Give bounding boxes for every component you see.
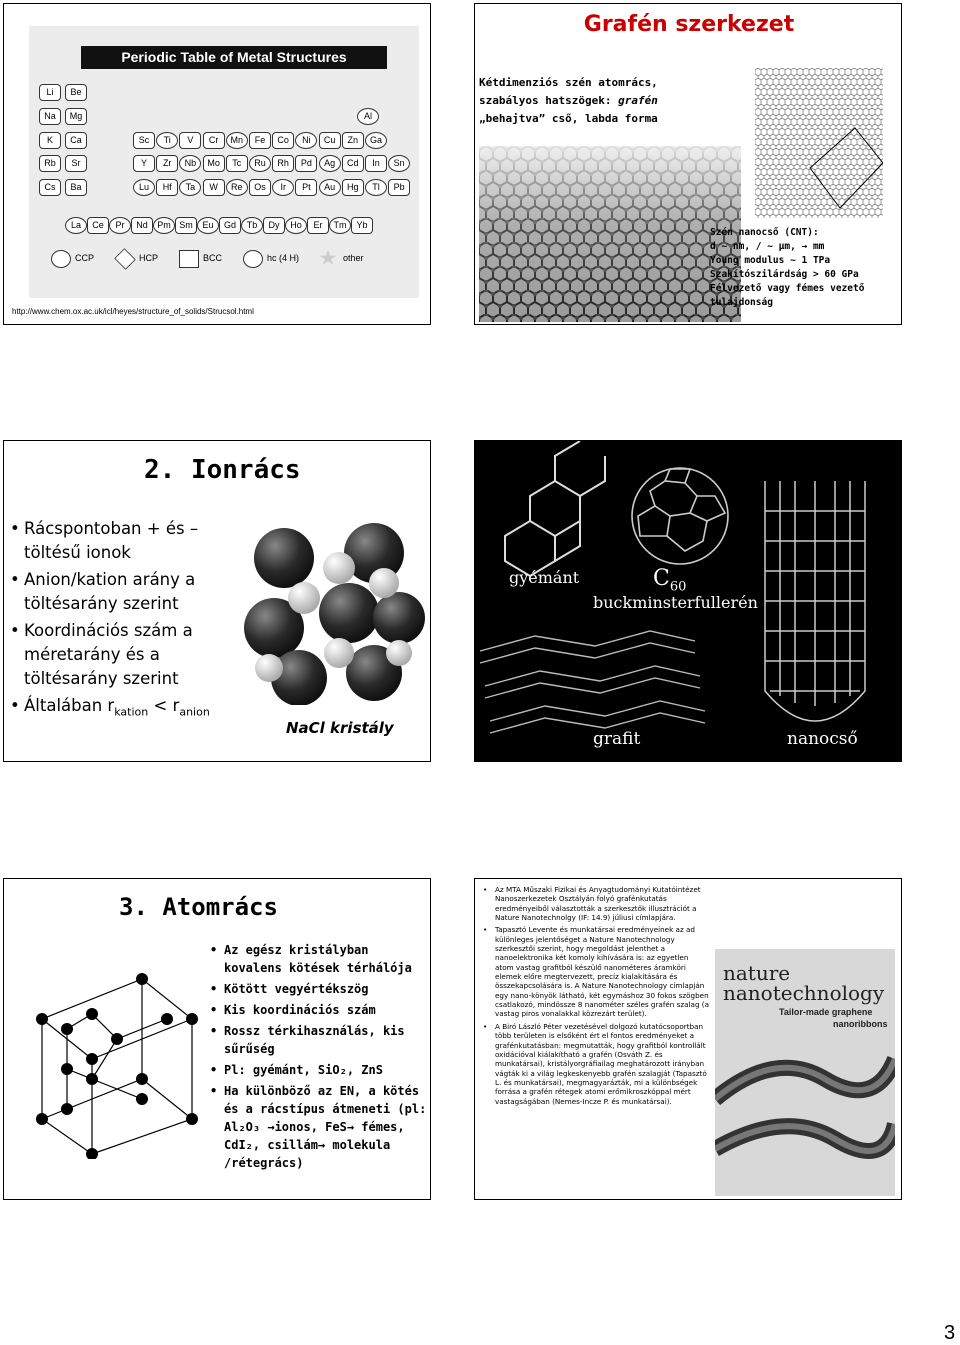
element-box: Au <box>319 179 341 196</box>
element-box: Ca <box>65 132 87 149</box>
journal-cover-image <box>715 949 895 1196</box>
cover-tagline: Tailor-made graphene <box>779 1007 873 1017</box>
element-box: Ag <box>319 155 341 172</box>
nacl-caption: NaCl kristály <box>286 719 394 737</box>
element-box: V <box>179 132 201 149</box>
legend-label: hc (4 H) <box>267 253 300 263</box>
label-nanotube: nanocső <box>787 729 858 749</box>
element-box: Al <box>357 108 379 125</box>
element-box: Eu <box>197 217 219 234</box>
bullet-item: • Rácspontoban + és – töltésű ionok <box>8 517 238 565</box>
nacl-crystal-image <box>244 523 426 705</box>
nanotube-properties <box>710 226 900 310</box>
legend-symbol <box>243 250 263 268</box>
bullet-item: • Koordinációs szám a méretarány és a töltésarány szerint <box>8 619 238 691</box>
element-box: Mn <box>226 132 248 149</box>
element-box: Ta <box>179 179 201 196</box>
periodic-table-title: Periodic Table of Metal Structures <box>81 46 387 69</box>
element-box: Er <box>307 217 329 234</box>
element-box: Li <box>39 84 61 101</box>
legend-symbol <box>114 248 135 269</box>
element-box: W <box>203 179 225 196</box>
element-box: Cs <box>39 179 61 196</box>
element-box: Na <box>39 108 61 125</box>
element-box: Tb <box>241 217 263 234</box>
element-box: Tm <box>329 217 351 234</box>
bullet-item: • Az egész kristályban kovalens kötések térhálója <box>208 941 430 977</box>
element-box: Ba <box>65 179 87 196</box>
diamond-lattice-image <box>22 959 202 1159</box>
label-fullerene: buckminsterfullerén <box>593 593 758 612</box>
diamond-structure <box>505 441 605 576</box>
periodic-table-panel <box>29 26 419 298</box>
legend-symbol <box>319 250 337 266</box>
source-url[interactable]: http://www.chem.ox.ac.uk/icl/heyes/structure_of_solids/Strucsol.html <box>12 307 254 316</box>
prop-line: Félvezető vagy fémes vezető <box>710 283 865 294</box>
legend-symbol <box>179 250 199 268</box>
element-box: Sr <box>65 155 87 172</box>
element-box: Re <box>226 179 248 196</box>
graphene-sheet-image <box>479 146 741 322</box>
element-box: Nb <box>179 155 201 172</box>
element-box: Rh <box>272 155 294 172</box>
graphene-description <box>479 74 739 128</box>
prop-line: Szén nanocső (CNT): <box>710 227 819 238</box>
slide-title: 3. Atomrács <box>119 893 278 921</box>
label-diamond: gyémánt <box>509 568 580 587</box>
element-box: Gd <box>219 217 241 234</box>
label-c60: $C_{60}$ <box>653 566 687 595</box>
element-box: Ni <box>295 132 317 149</box>
element-box: K <box>39 132 61 149</box>
legend-symbol <box>51 250 71 268</box>
element-box: Hg <box>342 179 364 196</box>
element-box: Ru <box>249 155 271 172</box>
nanotube-drawing <box>755 68 883 218</box>
element-box: Zn <box>342 132 364 149</box>
element-box: Rb <box>39 155 61 172</box>
prop-line: Young modulus ~ 1 TPa <box>710 255 831 266</box>
element-box: La <box>65 217 87 234</box>
element-box: Ho <box>285 217 307 234</box>
element-box: Sm <box>175 217 197 234</box>
legend-label: other <box>343 253 364 263</box>
page-number: 3 <box>944 1322 956 1344</box>
element-box: Pb <box>388 179 410 196</box>
nanotube-structure <box>765 481 865 721</box>
prop-line: tulajdonság <box>710 297 773 308</box>
element-box: Fe <box>249 132 271 149</box>
slide-title: Grafén szerkezet <box>583 12 795 37</box>
slide-nature-nanotech <box>474 878 902 1200</box>
element-box: In <box>365 155 387 172</box>
element-box: Ir <box>272 179 294 196</box>
element-box: Sc <box>133 132 155 149</box>
slide-atomic-lattice <box>3 878 431 1200</box>
element-box: Pm <box>153 217 175 234</box>
bullet-item: • Kötött vegyértékszög <box>208 980 430 998</box>
element-box: Y <box>133 155 155 172</box>
element-box: Dy <box>263 217 285 234</box>
bullet-item: • Kis koordinációs szám <box>208 1001 430 1019</box>
ionic-bullets <box>8 517 238 727</box>
legend-label: CCP <box>75 253 95 263</box>
element-box: Nd <box>131 217 153 234</box>
element-box: Mo <box>203 155 225 172</box>
legend-label: HCP <box>139 253 159 263</box>
cover-brand: nature <box>723 961 791 985</box>
element-box: Be <box>65 84 87 101</box>
element-box: Lu <box>133 179 155 196</box>
element-box: Mg <box>65 108 87 125</box>
cover-tagline: nanoribbons <box>833 1019 888 1029</box>
slide-periodic-table <box>3 3 431 325</box>
desc-line: „behajtva” cső, labda forma <box>479 112 658 125</box>
element-box: Sn <box>388 155 410 172</box>
slide-graphene-structure <box>474 3 902 325</box>
element-box: Hf <box>156 179 178 196</box>
element-box: Tl <box>365 179 387 196</box>
atomic-bullets <box>208 941 430 1175</box>
element-box: Ti <box>156 132 178 149</box>
element-box: Co <box>272 132 294 149</box>
element-box: Cu <box>319 132 341 149</box>
news-paragraph: • Az MTA Műszaki Fizikai és Anyagtudományi Kutatóintézet Nanoszerkezetek Osztályán folyó grafénkutatás eredményeiből választották a szerkesztők illusztrációt a Nature Nanotechnolgy (IF: 14.9) júliusi címlapjára. <box>481 885 709 922</box>
element-box: Cr <box>203 132 225 149</box>
news-paragraph: • Tapasztó Levente és munkatársai eredményeinek az ad különleges jelentőséget a Nature Nanotechnology szerkesztői szerint, hogy megoldást jelenthet a nanoelektronika két komoly kihívására is: az egyetlen atom vastag grafitból készülő nanométeres áramköri elemek előre megtervezett, precíz kialakítására és összekapcsolására is. A Nature Nanotechnology címlapján egy nano-könyök látható, két egymáshoz 30 fokos szögben csatlakozó, mindössze 8 nanométer széles grafén szalag (a vastag piros vonalakkal közrezárt terület). <box>481 925 709 1018</box>
news-paragraph: • A Biró László Péter vezetésével dolgozó kutatócsoportban több területen is elsőként ért el fontos eredményeket a grafénkutatásban: megmutatták, hogy grafitból kontrollált oxidációval kiálakítható a grafén (Osváth Z. és munkatársai), kristályorgráfiailag meghatározott irányban vágták ki a világ legkeskenyebb grafén szalagját (Tapasztó L. és munkatársai), megmagyarázták, mi a különbségek forrása a grafén rétegek atomi erőmikroszkóppal mért vastagságában (Nemes-Incze P. és munkatársai). <box>481 1022 709 1106</box>
graphite-layers <box>480 631 705 733</box>
element-box: Pt <box>295 179 317 196</box>
bullet-item: • Rossz térkihasználás, kis sűrűség <box>208 1022 430 1058</box>
element-box: Cd <box>342 155 364 172</box>
element-box: Yb <box>351 217 373 234</box>
slide-title: 2. Ionrács <box>144 455 301 485</box>
bullet-item: • Általában $r_{kation} < r_{anion}$ <box>8 694 238 724</box>
legend-label: BCC <box>203 253 223 263</box>
bullet-item: • Ha különböző az EN, a kötés és a rácstípus átmeneti (pl: Al₂O₃ →ionos, FeS→ fémes, CdI₂, csillám→ molekula /rétegrács) <box>208 1082 430 1172</box>
element-box: Ga <box>365 132 387 149</box>
element-box: Ce <box>87 217 109 234</box>
element-box: Tc <box>226 155 248 172</box>
slide-carbon-allotropes <box>474 440 902 762</box>
news-text <box>481 885 709 1109</box>
element-box: Zr <box>156 155 178 172</box>
prop-line: d ~ nm, / ~ μm, → mm <box>710 241 825 252</box>
slide-ionic-lattice <box>3 440 431 762</box>
element-box: Os <box>249 179 271 196</box>
cover-brand: nanotechnology <box>723 981 885 1005</box>
desc-line: Kétdimenziós szén atomrács, <box>479 76 658 89</box>
element-box: Pd <box>295 155 317 172</box>
label-graphite: grafit <box>593 729 641 749</box>
bullet-item: • Pl: gyémánt, SiO₂, ZnS <box>208 1061 430 1079</box>
desc-line: szabályos hatszögek: grafén <box>479 94 658 107</box>
prop-line: Szakítószilárdság > 60 GPa <box>710 269 859 280</box>
c60-structure <box>632 468 728 564</box>
element-box: Pr <box>109 217 131 234</box>
bullet-item: • Anion/kation arány a töltésarány szerint <box>8 568 238 616</box>
